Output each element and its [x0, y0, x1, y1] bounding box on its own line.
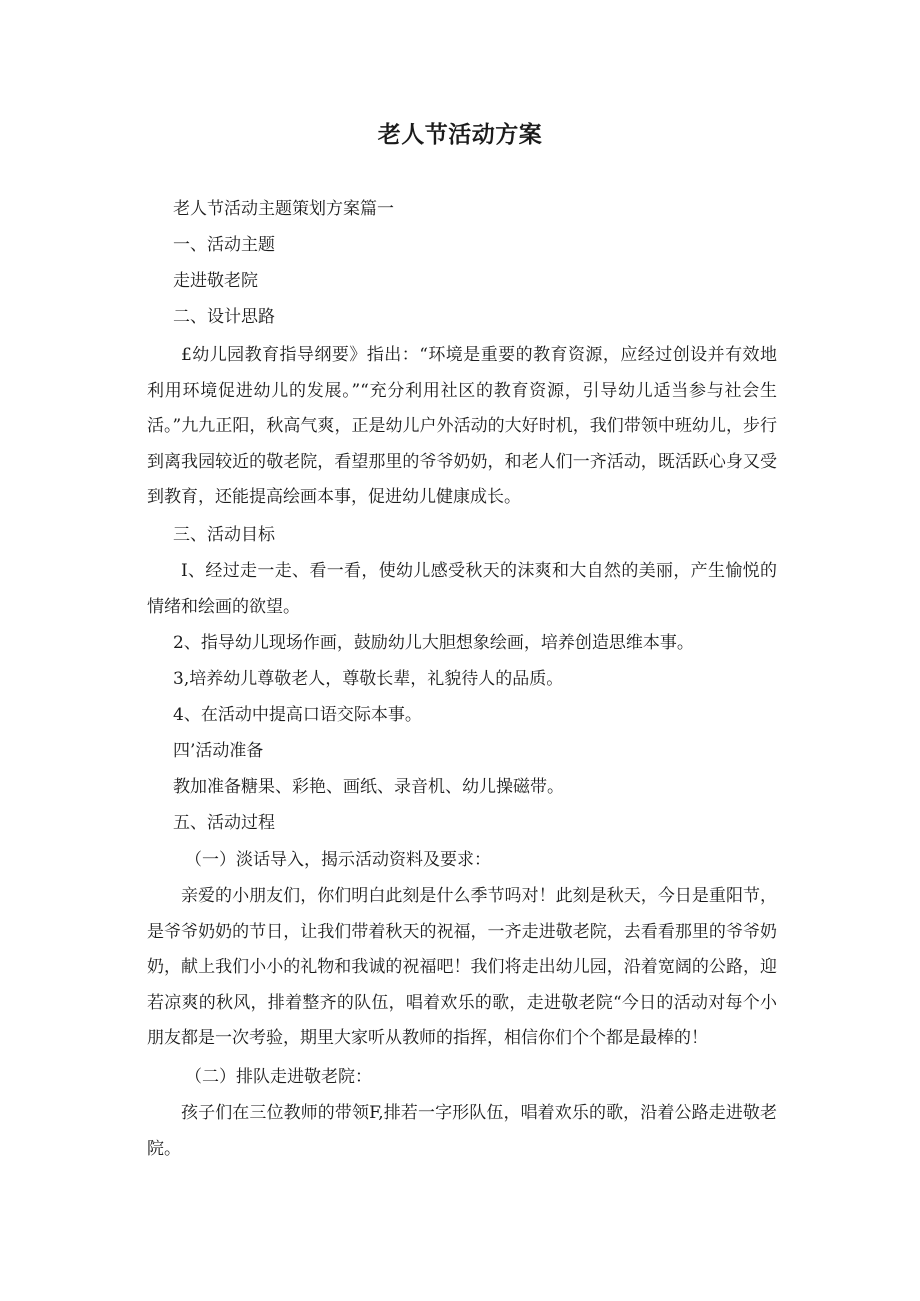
- section-1-text: 走进敬老院: [173, 271, 258, 291]
- goal-1: [147, 554, 777, 625]
- step-2-title: （二）排队走进敬老院：: [185, 1067, 372, 1087]
- step-2-paragraph: [147, 1096, 777, 1167]
- step-2-paragraph-text: 孩子们在三位教师的带领F,排若一字形队伍，唱着欢乐的歌，沿着公路走进敬老院。: [147, 1103, 777, 1159]
- plan-heading: 老人节活动主题策划方案篇一: [173, 199, 394, 219]
- section-4-text: 教加准备糖果、彩艳、画纸、录音机、幼儿操磁带。: [173, 777, 564, 797]
- step-1-title: （一）淡话导入，揭示活动资料及要求：: [185, 850, 491, 870]
- goal-2: 2、指导幼儿现场作画，鼓励幼儿大胆想象绘画，培养创造思维本事。: [173, 633, 694, 653]
- step-1-paragraph: [147, 879, 777, 1057]
- goal-1-text: I、经过走一走、看一看，使幼儿感受秋天的沫爽和大自然的美丽，产生愉悦的情绪和绘画的欲望。: [147, 561, 777, 617]
- section-2-title: 二、设计思路: [173, 307, 275, 327]
- section-2-paragraph: [147, 338, 777, 516]
- goal-3: 3,培养幼儿尊敬老人，尊敬长辈，礼貌待人的品质。: [173, 669, 564, 689]
- step-1-paragraph-text: 亲爱的小朋友们，你们明白此刻是什么季节吗对！此刻是秋天，今日是重阳节，是爷爷奶奶的节日，让我们带着秋天的祝福，一齐走进敬老院，去看看那里的爷爷奶奶，献上我们小小的礼物和我诚的祝福吧！我们将走出幼儿园，沿着宽阔的公路，迎若凉爽的秋风，排着整齐的队伍，唱着欢乐的歌，走进敬老院“今日的活动对每个小朋友都是一次考验，期里大家听从教师的指挥，相信你们个个都是最棒的！: [147, 886, 777, 1048]
- goal-4: 4、在活动中提高口语交际本事。: [173, 705, 422, 725]
- document-title: 老人节活动方案: [377, 122, 543, 148]
- section-4-title: 四’活动准备: [173, 741, 264, 761]
- section-2-paragraph-text: £幼儿园教育指导纲要》指出：“环境是重要的教育资源，应经过创设并有效地利用环境促进幼儿的发展。”“充分利用社区的教育资源，引导幼儿适当参与社会生活。”九九正阳，秋高气爽，正是幼儿户外活动的大好时机，我们带领中班幼儿，步行到离我园较近的敬老院，看望那里的爷爷奶奶，和老人们一齐活动，既活跃心身又受到教育，还能提高绘画本事，促进幼儿健康成长。: [147, 345, 777, 507]
- section-5-title: 五、活动过程: [173, 813, 275, 833]
- section-3-title: 三、活动目标: [173, 525, 275, 545]
- section-1-title: 一、活动主题: [173, 235, 275, 255]
